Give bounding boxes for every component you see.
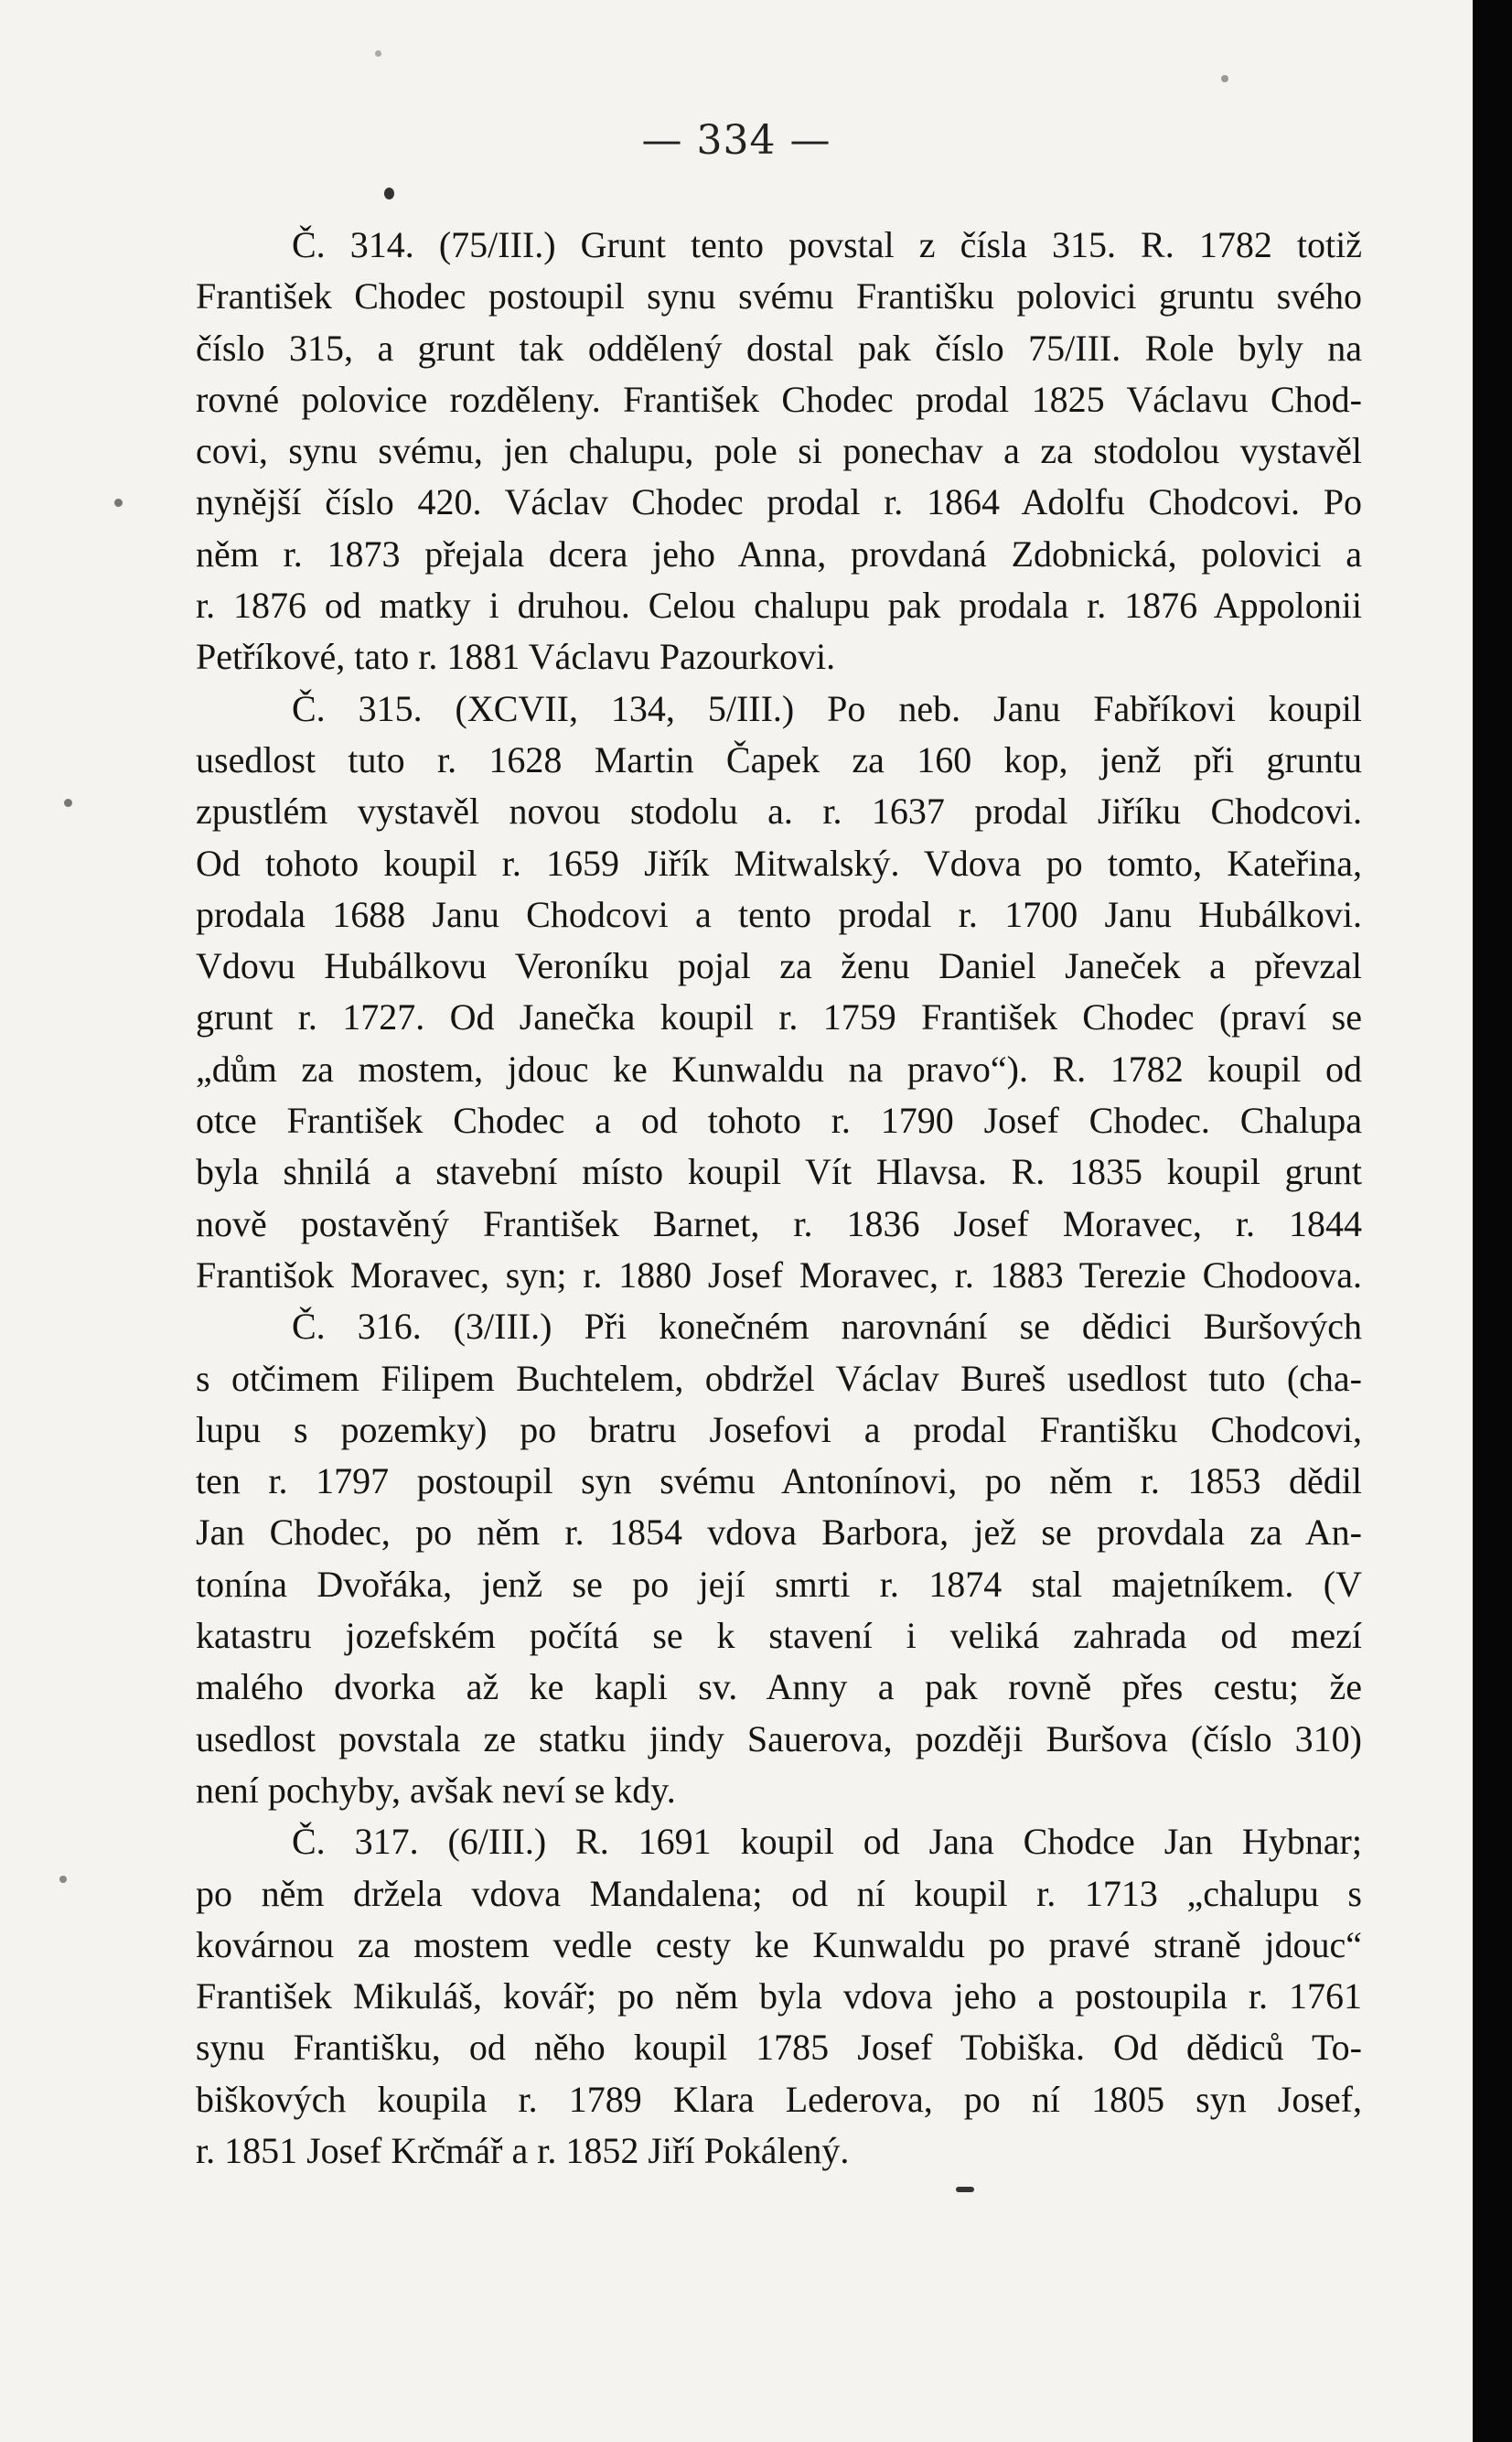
text-line: usedlost tuto r. 1628 Martin Čapek za 160 kop, jenž při gruntu (196, 738, 1362, 780)
text-line: Petříkové, tato r. 1881 Václavu Pazourkovi. (196, 636, 836, 678)
text-line: „dům za mostem, jdouc ke Kunwaldu na pravo“). R. 1782 koupil od (196, 1048, 1362, 1090)
text-line: katastru jozefském počítá se k stavení i veliká zahrada od mezí (196, 1615, 1362, 1657)
text-line: po něm držela vdova Mandalena; od ní koupil r. 1713 „chalupu s (196, 1872, 1362, 1914)
text-line: r. 1851 Josef Krčmář a r. 1852 Jiří Pokálený. (196, 2129, 850, 2171)
text-line: ten r. 1797 postoupil syn svému Antonínovi, po něm r. 1853 dědil (196, 1460, 1362, 1502)
text-line: František Chodec postoupil synu svému Františku polovici gruntu svého (196, 275, 1362, 317)
text-line: Františok Moravec, syn; r. 1880 Josef Moravec, r. 1883 Terezie Chodoova. (196, 1253, 1362, 1296)
text-line: zpustlém vystavěl novou stodolu a. r. 1637 prodal Jiříku Chodcovi. (196, 791, 1362, 833)
text-line: nynější číslo 420. Václav Chodec prodal r. 1864 Adolfu Chodcovi. Po (196, 481, 1362, 523)
body-text (196, 220, 1362, 2177)
text-line: synu Františku, od něho koupil 1785 Josef Tobiška. Od dědiců To- (196, 2027, 1362, 2069)
text-line: Č. 314. (75/III.) Grunt tento povstal z čísla 315. R. 1782 totiž (292, 224, 1362, 265)
scan-speck (64, 799, 72, 807)
text-line: není pochyby, avšak neví se kdy. (196, 1769, 676, 1811)
scan-speck (956, 2187, 974, 2192)
text-line: Č. 316. (3/III.) Při konečném narovnání se dědici Buršových (292, 1306, 1362, 1348)
text-line: malého dvorka až ke kapli sv. Anny a pak rovně přes cestu; že (196, 1666, 1362, 1708)
text-line: nově postavěný František Barnet, r. 1836 Josef Moravec, r. 1844 (196, 1202, 1362, 1244)
text-line: biškových koupila r. 1789 Klara Lederova, po ní 1805 syn Josef, (196, 2078, 1362, 2120)
text-line: František Mikuláš, kovář; po něm byla vdova jeho a postoupila r. 1761 (196, 1975, 1362, 2017)
text-line: prodala 1688 Janu Chodcovi a tento prodal r. 1700 Janu Hubálkovi. (196, 893, 1362, 935)
scan-speck (384, 188, 394, 199)
page-number: — 334 — (641, 117, 831, 164)
scan-speck (114, 499, 123, 507)
text-line: covi, synu svému, jen chalupu, pole si ponechav a za stodolou vystavěl (196, 430, 1362, 472)
text-line: Č. 315. (XCVII, 134, 5/III.) Po neb. Janu Fabříkovi koupil (292, 687, 1362, 729)
text-line: s otčimem Filipem Buchtelem, obdržel Václav Bureš usedlost tuto (cha- (196, 1357, 1362, 1399)
scan-border (1473, 0, 1512, 2442)
text-line: Jan Chodec, po něm r. 1854 vdova Barbora, jež se provdala za An- (196, 1511, 1362, 1554)
text-line: tonína Dvořáka, jenž se po její smrti r. 1874 stal majetníkem. (V (196, 1563, 1362, 1605)
scan-speck (1221, 75, 1228, 82)
text-line: otce František Chodec a od tohoto r. 1790 Josef Chodec. Chalupa (196, 1100, 1362, 1142)
text-line: byla shnilá a stavební místo koupil Vít Hlavsa. R. 1835 koupil grunt (196, 1151, 1362, 1193)
text-line: rovné polovice rozděleny. František Chodec prodal 1825 Václavu Chod- (196, 378, 1362, 420)
text-line: Od tohoto koupil r. 1659 Jiřík Mitwalský. Vdova po tomto, Kateřina, (196, 842, 1362, 884)
text-line: Č. 317. (6/III.) R. 1691 koupil od Jana Chodce Jan Hybnar; (292, 1821, 1362, 1863)
text-line: kovárnou za mostem vedle cesty ke Kunwaldu po pravé straně jdouc“ (196, 1923, 1362, 1965)
text-line: grunt r. 1727. Od Janečka koupil r. 1759 František Chodec (praví se (196, 996, 1362, 1038)
text-line: lupu s pozemky) po bratru Josefovi a prodal Františku Chodcovi, (196, 1408, 1362, 1450)
text-line: číslo 315, a grunt tak oddělený dostal pak číslo 75/III. Role byly na (196, 327, 1362, 369)
scan-speck (375, 50, 381, 57)
scan-speck (59, 1876, 67, 1883)
text-line: usedlost povstala ze statku jindy Sauerova, později Buršova (číslo 310) (196, 1717, 1362, 1759)
text-line: r. 1876 od matky i druhou. Celou chalupu pak prodala r. 1876 Appolonii (196, 585, 1362, 627)
text-line: Vdovu Hubálkovu Veroníku pojal za ženu Daniel Janeček a převzal (196, 945, 1362, 987)
text-line: něm r. 1873 přejala dcera jeho Anna, provdaná Zdobnická, polovici a (196, 533, 1362, 575)
